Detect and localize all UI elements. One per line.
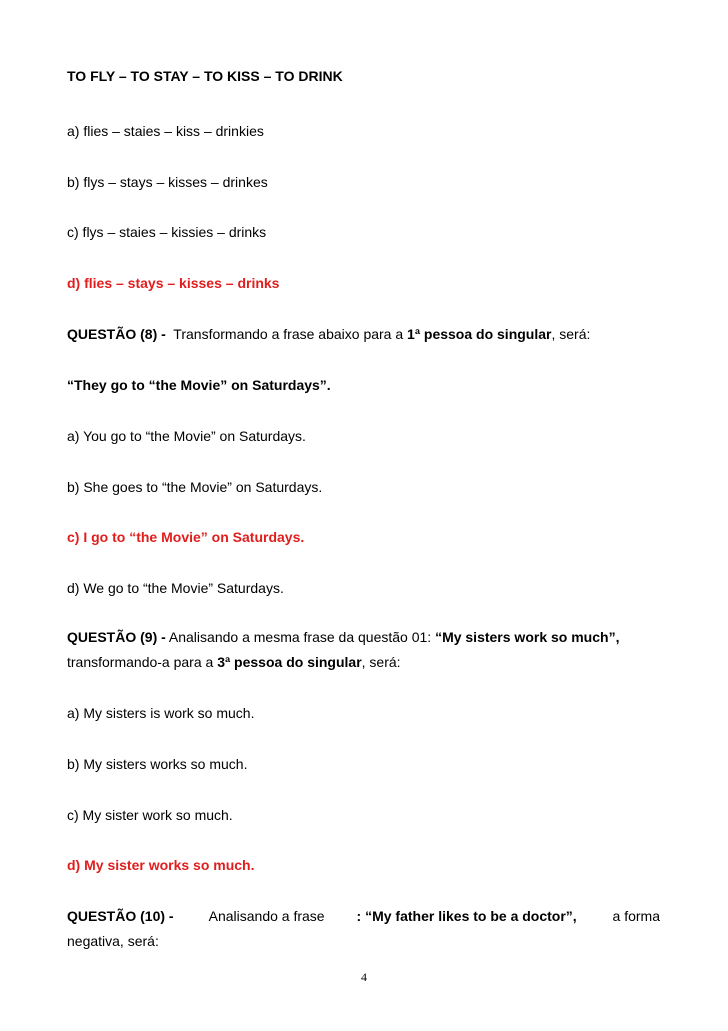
q10-text-pre: Analisando a frase [205, 908, 325, 924]
q10-label: QUESTÃO (10) - [67, 908, 174, 924]
q8-sentence: “They go to “the Movie” on Saturdays”. [67, 377, 331, 393]
q9-line2-bold: 3ª pessoa do singular [217, 654, 362, 670]
q9-line2-post: , será: [361, 654, 401, 670]
q9-option-d-correct: d) My sister works so much. [67, 857, 255, 873]
q10-heading-line2: negativa, será: [67, 933, 159, 949]
q7-option-d-correct: d) flies – stays – kisses – drinks [67, 275, 280, 291]
q8-heading [67, 325, 660, 343]
page-number: 4 [361, 970, 367, 984]
q9-label: QUESTÃO (9) - [67, 629, 166, 645]
q9-text-pre: Analisando a mesma frase da questão 01: [165, 629, 436, 645]
q7-option-b: b) flys – stays – kisses – drinkes [67, 174, 268, 190]
q8-text-bold: 1ª pessoa do singular [407, 326, 552, 342]
q9-heading [67, 628, 660, 646]
q7-option-a: a) flies – staies – kiss – drinkies [67, 123, 264, 139]
q8-option-c-correct: c) I go to “the Movie” on Saturdays. [67, 529, 305, 545]
q8-option-d: d) We go to “the Movie” Saturdays. [67, 580, 284, 596]
q10-heading [67, 907, 660, 925]
q10-text-bold: : “My father likes to be a doctor”, [356, 908, 577, 924]
q9-text-bold: “My sisters work so much”, [435, 629, 620, 645]
q9-option-a: a) My sisters is work so much. [67, 705, 255, 721]
q8-option-a: a) You go to “the Movie” on Saturdays. [67, 428, 306, 444]
q10-text-post: a forma [608, 908, 660, 924]
q7-verbs: TO FLY – TO STAY – TO KISS – TO DRINK [67, 68, 343, 84]
q9-option-c: c) My sister work so much. [67, 807, 233, 823]
q8-text-pre: Transformando a frase abaixo para a [165, 326, 408, 342]
q9-option-b: b) My sisters works so much. [67, 756, 248, 772]
q8-option-b: b) She goes to “the Movie” on Saturdays. [67, 479, 323, 495]
q7-option-c: c) flys – staies – kissies – drinks [67, 224, 267, 240]
q9-heading-line2 [67, 653, 660, 671]
q8-text-post: , será: [551, 326, 591, 342]
q9-line2-pre: transformando-a para a [67, 654, 218, 670]
q8-label: QUESTÃO (8) - [67, 326, 166, 342]
